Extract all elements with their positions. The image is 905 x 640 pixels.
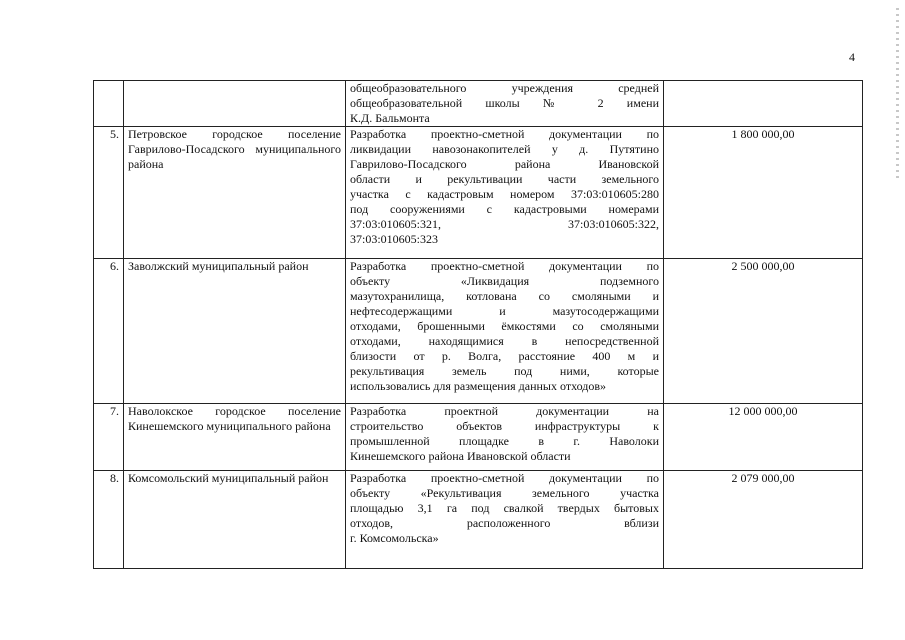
recipient-cell: Петровское городское поселение Гаврилово-Посадского муниципального района — [124, 127, 346, 259]
description-line: г. Комсомольска» — [350, 531, 439, 545]
amount-cell: 2 500 000,00 — [664, 259, 863, 404]
description-line: площадью 3,1 га под свалкой твердых бытовых — [350, 501, 659, 515]
description-line: Кинешемского района Ивановской области — [350, 449, 571, 463]
amount-cell: 1 800 000,00 — [664, 127, 863, 259]
table-row — [94, 404, 863, 471]
description-cell — [346, 259, 664, 404]
description-line: отходами, находящимися в непосредственной — [350, 334, 659, 348]
scan-margin-artifact — [896, 8, 899, 178]
description-line: 37:03:010605:323 — [350, 232, 439, 246]
amount-cell — [664, 81, 863, 127]
description-cell — [346, 127, 664, 259]
description-line: объекту «Ликвидация подземного — [350, 274, 659, 288]
description-cell — [346, 81, 664, 127]
row-number: 7. — [94, 404, 124, 471]
description-line: Разработка проектной документации на — [350, 404, 659, 418]
description-line: отходами, брошенными ёмкостями со смоляными — [350, 319, 659, 333]
row-number: 5. — [94, 127, 124, 259]
description-cell — [346, 471, 664, 569]
description-line: нефтесодержащими и мазутосодержащими — [350, 304, 659, 318]
recipient-cell — [124, 81, 346, 127]
description-line: промышленной площадке в г. Наволоки — [350, 434, 659, 448]
description-line: близости от р. Волга, расстояние 400 м и — [350, 349, 659, 363]
description-line: Разработка проектно-сметной документации по — [350, 471, 659, 485]
description-line: участка с кадастровым номером 37:03:010605:280 — [350, 187, 659, 201]
description-line: объекту «Рекультивация земельного участка — [350, 486, 659, 500]
description-line: Разработка проектно-сметной документации по — [350, 127, 659, 141]
description-line: общеобразовательного учреждения средней — [350, 81, 659, 95]
description-line: ликвидации навозонакопителей у д. Путятино — [350, 142, 659, 156]
row-number — [94, 81, 124, 127]
description-line: использовались для размещения данных отходов» — [350, 379, 607, 393]
description-line: области и рекультивации части земельного — [350, 172, 659, 186]
table-row-continuation — [94, 81, 863, 127]
description-line: отходов, расположенного вблизи — [350, 516, 659, 530]
description-line: 37:03:010605:321, 37:03:010605:322, — [350, 217, 659, 231]
recipient-cell: Комсомольский муниципальный район — [124, 471, 346, 569]
description-line: рекультивация земель под ними, которые — [350, 364, 659, 378]
amount-cell: 12 000 000,00 — [664, 404, 863, 471]
description-line: Гаврилово-Посадского района Ивановской — [350, 157, 659, 171]
table-row — [94, 471, 863, 569]
description-cell — [346, 404, 664, 471]
description-line: К.Д. Бальмонта — [350, 111, 430, 125]
row-number: 8. — [94, 471, 124, 569]
description-line: Разработка проектно-сметной документации по — [350, 259, 659, 273]
description-line: под сооружениями с кадастровыми номерами — [350, 202, 659, 216]
recipient-cell: Заволжский муниципальный район — [124, 259, 346, 404]
description-line: мазутохранилища, котлована со смоляными и — [350, 289, 659, 303]
description-line: строительство объектов инфраструктуры к — [350, 419, 659, 433]
funding-table — [93, 80, 863, 569]
recipient-cell: Наволокское городское поселение Кинешемского муниципального района — [124, 404, 346, 471]
page-number: 4 — [849, 50, 855, 64]
row-number: 6. — [94, 259, 124, 404]
table-row — [94, 259, 863, 404]
amount-cell: 2 079 000,00 — [664, 471, 863, 569]
description-line: общеобразовательной школы № 2 имени — [350, 96, 659, 110]
table-row — [94, 127, 863, 259]
